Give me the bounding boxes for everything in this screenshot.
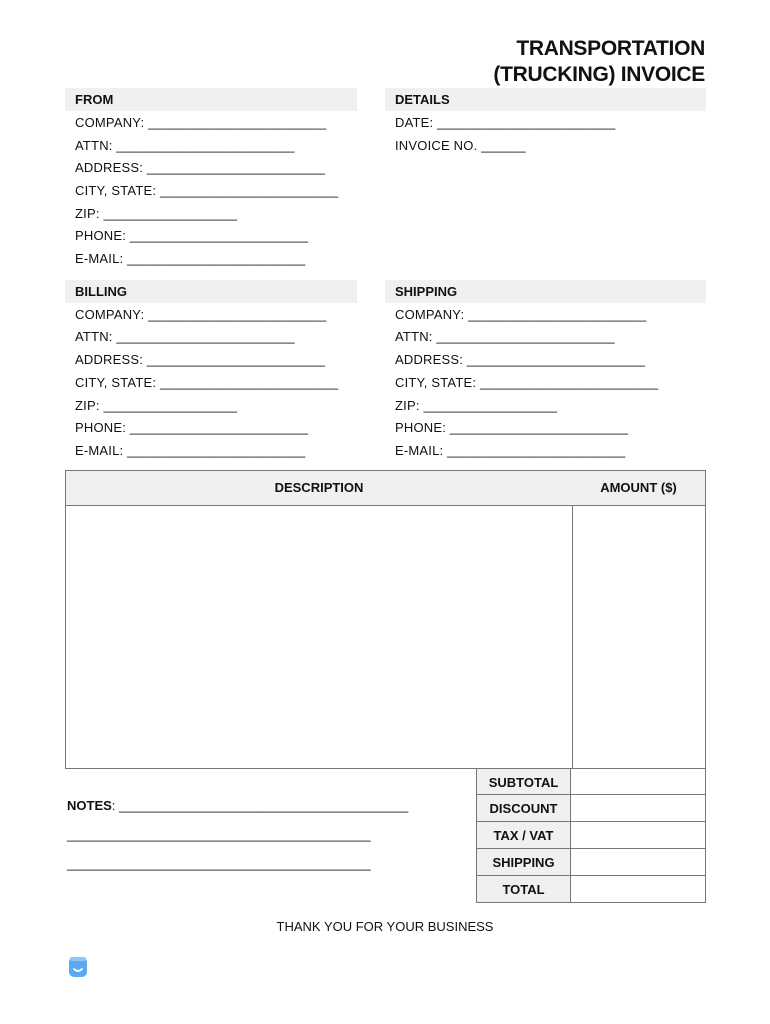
- items-table: [65, 470, 706, 769]
- field-blank[interactable]: ________________________: [116, 329, 295, 344]
- field-blank[interactable]: ________________________: [129, 228, 309, 243]
- from-attn-field[interactable]: [75, 138, 295, 154]
- field-label: ADDRESS:: [395, 352, 464, 367]
- field-blank[interactable]: ________________________: [148, 115, 327, 130]
- field-label: ATTN:: [75, 329, 113, 344]
- billing-heading: BILLING: [65, 280, 357, 303]
- field-blank[interactable]: ________________________: [466, 352, 646, 367]
- notes-line-3[interactable]: [67, 856, 371, 872]
- field-blank[interactable]: ________________________: [146, 352, 326, 367]
- totals-table: [476, 768, 706, 903]
- smiley-cup-logo-icon: [68, 956, 88, 978]
- notes-colon: :: [111, 798, 116, 813]
- tax-vat-row: [476, 822, 706, 849]
- invoice-title-line1: TRANSPORTATION: [516, 37, 705, 60]
- field-label: ADDRESS:: [75, 352, 144, 367]
- field-blank[interactable]: ________________________: [447, 443, 626, 458]
- field-blank[interactable]: ________________________: [148, 307, 327, 322]
- notes-blank-1[interactable]: ________________________________________: [119, 798, 409, 813]
- tax-vat-value-cell[interactable]: [571, 822, 706, 849]
- field-blank[interactable]: ________________________: [116, 138, 295, 153]
- field-blank[interactable]: ________________________: [437, 115, 616, 130]
- from-heading: FROM: [65, 88, 357, 111]
- notes-label: NOTES: [67, 798, 112, 813]
- field-label: CITY, STATE:: [395, 375, 477, 390]
- field-label: ATTN:: [395, 329, 433, 344]
- from-address-field[interactable]: [75, 160, 325, 176]
- billing-company-field[interactable]: [75, 307, 326, 323]
- field-label: PHONE:: [75, 228, 127, 243]
- billing-email-field[interactable]: [75, 443, 306, 459]
- shipping-city-state-field[interactable]: [395, 375, 658, 391]
- items-table-header: [66, 471, 705, 506]
- shipping-heading: SHIPPING: [385, 280, 706, 303]
- total-label: TOTAL: [476, 876, 571, 903]
- billing-city-state-field[interactable]: [75, 375, 338, 391]
- shipping-total-value-cell[interactable]: [571, 849, 706, 876]
- field-blank[interactable]: ________________________: [146, 160, 326, 175]
- subtotal-label: SUBTOTAL: [476, 768, 571, 795]
- field-blank[interactable]: ________________________: [479, 375, 659, 390]
- total-row: [476, 876, 706, 903]
- field-label: COMPANY:: [75, 115, 145, 130]
- shipping-total-label: SHIPPING: [476, 849, 571, 876]
- from-email-field[interactable]: [75, 251, 306, 267]
- field-label: COMPANY:: [395, 307, 465, 322]
- billing-address-field[interactable]: [75, 352, 325, 368]
- field-label: E-MAIL:: [75, 443, 124, 458]
- field-blank[interactable]: ______: [481, 138, 526, 153]
- field-label: DATE:: [395, 115, 434, 130]
- notes-blank-3[interactable]: __________________________________________: [67, 856, 371, 871]
- notes-line-2[interactable]: [67, 827, 371, 843]
- field-label: PHONE:: [395, 420, 447, 435]
- field-blank[interactable]: ________________________: [127, 251, 306, 266]
- from-phone-field[interactable]: [75, 228, 308, 244]
- field-blank[interactable]: ________________________: [129, 420, 309, 435]
- invoice-title: [305, 36, 705, 88]
- discount-row: [476, 795, 706, 822]
- field-label: ATTN:: [75, 138, 113, 153]
- details-date-field[interactable]: [395, 115, 615, 131]
- field-blank[interactable]: __________________: [103, 206, 238, 221]
- shipping-address-field[interactable]: [395, 352, 645, 368]
- field-label: ZIP:: [75, 206, 100, 221]
- tax-vat-label: TAX / VAT: [476, 822, 571, 849]
- subtotal-value-cell[interactable]: [571, 768, 706, 795]
- shipping-total-row: [476, 849, 706, 876]
- shipping-zip-field[interactable]: [395, 398, 557, 414]
- from-zip-field[interactable]: [75, 206, 237, 222]
- amount-column-header: AMOUNT ($): [600, 480, 677, 495]
- field-label: COMPANY:: [75, 307, 145, 322]
- field-blank[interactable]: ________________________: [159, 375, 339, 390]
- field-label: E-MAIL:: [75, 251, 124, 266]
- field-blank[interactable]: ________________________: [449, 420, 629, 435]
- discount-label: DISCOUNT: [476, 795, 571, 822]
- from-company-field[interactable]: [75, 115, 326, 131]
- field-blank[interactable]: ________________________: [436, 329, 615, 344]
- description-cell[interactable]: [66, 505, 573, 768]
- field-label: PHONE:: [75, 420, 127, 435]
- shipping-company-field[interactable]: [395, 307, 646, 323]
- field-label: ZIP:: [395, 398, 420, 413]
- invoice-title-line2: (TRUCKING) INVOICE: [493, 63, 705, 86]
- field-blank[interactable]: __________________: [423, 398, 558, 413]
- shipping-phone-field[interactable]: [395, 420, 628, 436]
- field-blank[interactable]: ________________________: [159, 183, 339, 198]
- field-label: E-MAIL:: [395, 443, 444, 458]
- amount-cell[interactable]: [572, 505, 705, 768]
- field-label: CITY, STATE:: [75, 375, 157, 390]
- discount-value-cell[interactable]: [571, 795, 706, 822]
- billing-phone-field[interactable]: [75, 420, 308, 436]
- from-city-state-field[interactable]: [75, 183, 338, 199]
- details-invoice-no-field[interactable]: [395, 138, 526, 154]
- field-label: INVOICE NO.: [395, 138, 478, 153]
- description-column-header: DESCRIPTION: [274, 480, 364, 495]
- total-value-cell[interactable]: [571, 876, 706, 903]
- field-label: CITY, STATE:: [75, 183, 157, 198]
- field-label: ADDRESS:: [75, 160, 144, 175]
- field-blank[interactable]: __________________: [103, 398, 238, 413]
- field-blank[interactable]: ________________________: [468, 307, 647, 322]
- shipping-email-field[interactable]: [395, 443, 626, 459]
- subtotal-row: [476, 768, 706, 795]
- field-label: ZIP:: [75, 398, 100, 413]
- shipping-attn-field[interactable]: [395, 329, 615, 345]
- billing-zip-field[interactable]: [75, 398, 237, 414]
- field-blank[interactable]: ________________________: [127, 443, 306, 458]
- notes-blank-2[interactable]: __________________________________________: [67, 827, 371, 842]
- thank-you-message: THANK YOU FOR YOUR BUSINESS: [276, 919, 494, 934]
- notes-line-1[interactable]: [67, 798, 408, 814]
- billing-attn-field[interactable]: [75, 329, 295, 345]
- details-heading: DETAILS: [385, 88, 706, 111]
